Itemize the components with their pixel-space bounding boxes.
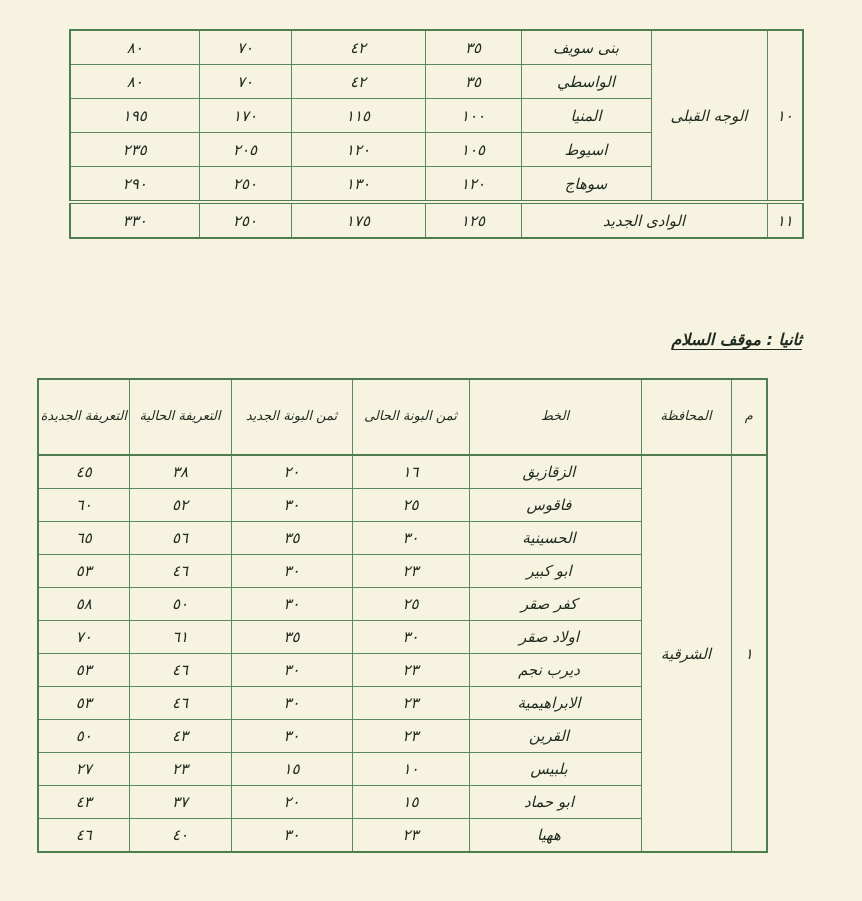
- new-price-cell: ٣٥: [231, 522, 352, 555]
- new-price-cell: ٣٠: [231, 555, 352, 588]
- line-cell: اسيوط: [521, 133, 651, 167]
- line-cell: الحسينية: [469, 522, 641, 555]
- new-tariff-cell: ٥٣: [38, 555, 129, 588]
- current-price-cell: ٢٣: [352, 654, 469, 687]
- new-price-cell: ٣٠: [231, 489, 352, 522]
- header-row: [38, 379, 767, 455]
- new-tariff-cell: ٢٩٠: [70, 167, 199, 203]
- new-price-cell: ٢٠: [231, 786, 352, 819]
- new-tariff-cell: ٦٥: [38, 522, 129, 555]
- line-cell: بنى سويف: [521, 30, 651, 65]
- new-tariff-cell: ٨٠: [70, 30, 199, 65]
- line-cell: ههيا: [469, 819, 641, 853]
- current-tariff-cell: ٢٣: [129, 753, 231, 786]
- current-price-cell: ١٠: [352, 753, 469, 786]
- current-price-cell: ٢٣: [352, 819, 469, 853]
- current-tariff-cell: ٤٦: [129, 654, 231, 687]
- new-price-cell: ٣٠: [231, 819, 352, 853]
- region-cell: الوجه القبلى: [651, 30, 767, 202]
- line-cell: الزقازيق: [469, 455, 641, 489]
- new-tariff-cell: ٤٦: [38, 819, 129, 853]
- line-cell: الواسطي: [521, 65, 651, 99]
- line-cell: الوادى الجديد: [521, 202, 767, 238]
- current-price-cell: ٣٠: [352, 621, 469, 654]
- new-tariff-cell: ١٩٥: [70, 99, 199, 133]
- new-tariff-cell: ٤٣: [38, 786, 129, 819]
- new-tariff-cell: ٨٠: [70, 65, 199, 99]
- header-num: م: [731, 379, 767, 455]
- current-price-cell: ١٥: [352, 786, 469, 819]
- line-cell: فاقوس: [469, 489, 641, 522]
- current-tariff-cell: ٦١: [129, 621, 231, 654]
- line-cell: المنيا: [521, 99, 651, 133]
- line-cell: كفر صقر: [469, 588, 641, 621]
- header-current-price: ثمن البونة الحالى: [352, 379, 469, 455]
- current-tariff-cell: ٤٦: [129, 555, 231, 588]
- current-tariff-cell: ٢٥٠: [199, 202, 291, 238]
- new-tariff-cell: ٥٣: [38, 687, 129, 720]
- line-cell: ابو كبير: [469, 555, 641, 588]
- current-tariff-cell: ٣٧: [129, 786, 231, 819]
- current-price-cell: ٣٥: [425, 65, 521, 99]
- current-tariff-cell: ٣٨: [129, 455, 231, 489]
- section-title: ثانيا : موقف السلام: [671, 330, 802, 349]
- header-new-tariff: التعريفة الجديدة: [38, 379, 129, 455]
- row-number: ١٠: [767, 30, 803, 202]
- new-tariff-cell: ٤٥: [38, 455, 129, 489]
- line-cell: اولاد صقر: [469, 621, 641, 654]
- current-price-cell: ٢٣: [352, 555, 469, 588]
- tariff-table-upper-egypt: [69, 29, 804, 239]
- current-tariff-cell: ٢٠٥: [199, 133, 291, 167]
- new-price-cell: ١١٥: [291, 99, 425, 133]
- current-price-cell: ١٢٠: [425, 167, 521, 203]
- new-price-cell: ٤٢: [291, 65, 425, 99]
- current-tariff-cell: ٥٢: [129, 489, 231, 522]
- line-cell: ديرب نجم: [469, 654, 641, 687]
- table1-body: [70, 30, 803, 238]
- new-price-cell: ٣٠: [231, 720, 352, 753]
- governorate-cell: الشرقية: [641, 455, 731, 852]
- header-new-price: ثمن البونة الجديد: [231, 379, 352, 455]
- current-tariff-cell: ٤٦: [129, 687, 231, 720]
- new-tariff-cell: ٢٧: [38, 753, 129, 786]
- current-price-cell: ١٠٥: [425, 133, 521, 167]
- current-tariff-cell: ١٧٠: [199, 99, 291, 133]
- new-price-cell: ١٣٠: [291, 167, 425, 203]
- line-cell: ابو حماد: [469, 786, 641, 819]
- new-tariff-cell: ٥٠: [38, 720, 129, 753]
- header-governorate: المحافظة: [641, 379, 731, 455]
- current-price-cell: ٢٥: [352, 489, 469, 522]
- current-tariff-cell: ٢٥٠: [199, 167, 291, 203]
- row-number: ١: [731, 455, 767, 852]
- header-current-tariff: التعريفة الحالية: [129, 379, 231, 455]
- new-price-cell: ٣٠: [231, 588, 352, 621]
- new-tariff-cell: ٢٣٥: [70, 133, 199, 167]
- current-price-cell: ١٠٠: [425, 99, 521, 133]
- line-cell: الابراهيمية: [469, 687, 641, 720]
- new-price-cell: ٢٠: [231, 455, 352, 489]
- current-price-cell: ١٦: [352, 455, 469, 489]
- new-price-cell: ١٧٥: [291, 202, 425, 238]
- current-price-cell: ٣٥: [425, 30, 521, 65]
- new-tariff-cell: ٦٠: [38, 489, 129, 522]
- table-row: [70, 202, 803, 238]
- new-price-cell: ٣٠: [231, 687, 352, 720]
- new-price-cell: ٤٢: [291, 30, 425, 65]
- current-tariff-cell: ٥٦: [129, 522, 231, 555]
- table-row: [70, 30, 803, 65]
- current-price-cell: ٢٣: [352, 687, 469, 720]
- new-price-cell: ١٢٠: [291, 133, 425, 167]
- current-tariff-cell: ٧٠: [199, 65, 291, 99]
- current-price-cell: ٢٥: [352, 588, 469, 621]
- tariff-table-salam-station: [37, 378, 768, 853]
- current-price-cell: ٢٣: [352, 720, 469, 753]
- line-cell: بلبيس: [469, 753, 641, 786]
- new-price-cell: ١٥: [231, 753, 352, 786]
- header-line: الخط: [469, 379, 641, 455]
- row-number: ١١: [767, 202, 803, 238]
- current-tariff-cell: ٤٣: [129, 720, 231, 753]
- table-row: [38, 455, 767, 489]
- current-tariff-cell: ٤٠: [129, 819, 231, 853]
- table-header: [38, 379, 767, 455]
- new-tariff-cell: ٥٨: [38, 588, 129, 621]
- new-price-cell: ٣٥: [231, 621, 352, 654]
- new-tariff-cell: ٣٣٠: [70, 202, 199, 238]
- line-cell: سوهاج: [521, 167, 651, 203]
- current-tariff-cell: ٧٠: [199, 30, 291, 65]
- table2-body: [38, 455, 767, 852]
- current-price-cell: ٣٠: [352, 522, 469, 555]
- line-cell: القرين: [469, 720, 641, 753]
- new-tariff-cell: ٧٠: [38, 621, 129, 654]
- new-tariff-cell: ٥٣: [38, 654, 129, 687]
- current-tariff-cell: ٥٠: [129, 588, 231, 621]
- current-price-cell: ١٢٥: [425, 202, 521, 238]
- new-price-cell: ٣٠: [231, 654, 352, 687]
